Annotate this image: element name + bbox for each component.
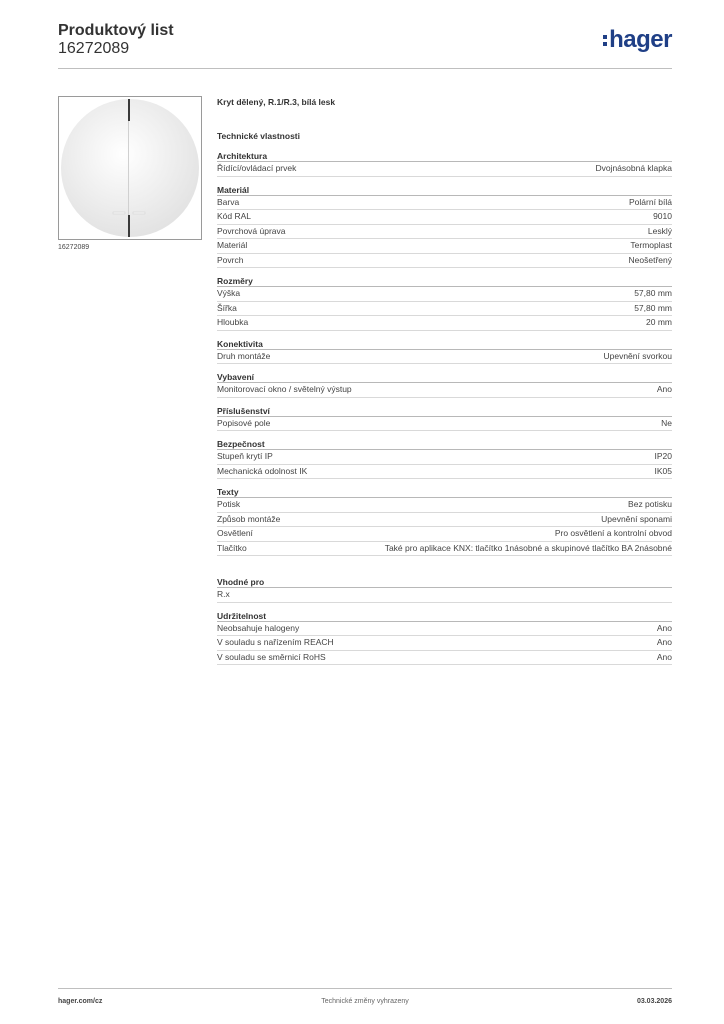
led-window-right: [133, 212, 145, 214]
property-row: [217, 316, 672, 331]
property-value: 9010: [653, 211, 672, 221]
split-line-top: [128, 99, 130, 121]
group-title: Bezpečnost: [217, 438, 672, 450]
property-group: [217, 405, 672, 432]
property-group: [217, 486, 672, 556]
property-value: Upevnění sponami: [601, 513, 672, 524]
property-row: [217, 622, 672, 637]
property-row: [217, 210, 672, 225]
property-value: Bez potisku: [628, 499, 672, 509]
group-title: Architektura: [217, 150, 672, 162]
property-label: Popisové pole: [217, 417, 271, 428]
property-row: [217, 383, 672, 398]
property-group: [217, 371, 672, 398]
split-line-bottom: [128, 215, 130, 237]
hager-logo: [603, 28, 672, 52]
property-label: Mechanická odolnost IK: [217, 465, 308, 476]
property-row: [217, 287, 672, 302]
property-row: [217, 513, 672, 528]
product-image: [58, 96, 202, 240]
property-group: [217, 610, 672, 666]
property-value: IP20: [654, 451, 672, 461]
group-title: Vybavení: [217, 371, 672, 383]
property-row: [217, 254, 672, 269]
property-value: Ano: [656, 384, 672, 394]
footer-divider: [58, 988, 672, 989]
property-label: Povrchová úprava: [217, 225, 286, 236]
page-title: Produktový list: [58, 22, 174, 39]
property-group: [217, 275, 672, 331]
property-group: [217, 576, 672, 603]
property-value: Pro osvětlení a kontrolní obvod: [554, 528, 672, 538]
property-group: [217, 150, 672, 177]
product-image-illustration: [59, 97, 201, 239]
property-label: Neobsahuje halogeny: [217, 622, 300, 633]
property-label: R.x: [217, 589, 230, 599]
property-value: 57,80 mm: [634, 302, 672, 313]
property-label: Výška: [217, 288, 241, 298]
image-caption: 16272089: [58, 244, 90, 251]
property-value: Upevnění svorkou: [603, 350, 672, 361]
property-label: Způsob montáže: [217, 513, 281, 524]
group-title: Konektivita: [217, 338, 672, 350]
property-group: [217, 438, 672, 479]
property-label: Potisk: [217, 499, 241, 509]
property-group: [217, 184, 672, 269]
property-row: [217, 162, 672, 177]
property-label: V souladu se směrnicí RoHS: [217, 651, 326, 662]
group-title: Materiál: [217, 184, 672, 196]
property-value: Ano: [656, 651, 672, 662]
property-row: [217, 196, 672, 211]
property-label: Osvětlení: [217, 528, 253, 538]
property-label: Šířka: [217, 302, 237, 313]
property-value: IK05: [654, 465, 672, 476]
property-row: [217, 350, 672, 365]
property-row: [217, 542, 672, 557]
property-value: Termoplast: [630, 240, 672, 250]
led-window-left: [113, 212, 125, 214]
property-row: [217, 636, 672, 651]
property-value: Ne: [661, 417, 672, 428]
property-label: Monitorovací okno / světelný výstup: [217, 384, 352, 394]
page-header: [58, 22, 672, 68]
group-title: Texty: [217, 486, 672, 498]
header-divider: [58, 68, 672, 69]
property-value: Ano: [656, 622, 672, 633]
property-value: 20 mm: [646, 317, 672, 327]
property-label: Barva: [217, 196, 240, 207]
product-number: 16272089: [58, 40, 130, 57]
footer-notice: Technické změny vyhrazeny: [321, 998, 409, 1005]
group-title: Vhodné pro: [217, 576, 672, 588]
property-groups: [217, 150, 672, 665]
property-row: [217, 302, 672, 317]
property-label: V souladu s nařízením REACH: [217, 637, 334, 647]
property-row: [217, 651, 672, 666]
property-label: Stupeň krytí IP: [217, 451, 273, 461]
property-row: [217, 417, 672, 432]
property-row: [217, 239, 672, 254]
property-value: Neošetřený: [628, 254, 672, 265]
properties-content: [217, 96, 672, 672]
property-row: [217, 498, 672, 513]
property-label: Povrch: [217, 254, 244, 265]
property-label: Materiál: [217, 240, 248, 250]
property-row: [217, 450, 672, 465]
property-label: Řídící/ovládací prvek: [217, 163, 297, 173]
property-group: [217, 338, 672, 365]
property-value: Ano: [656, 637, 672, 647]
property-row: [217, 225, 672, 240]
property-value: Dvojnásobná klapka: [595, 163, 672, 173]
property-value: 57,80 mm: [634, 288, 672, 298]
property-label: Hloubka: [217, 317, 249, 327]
property-label: Druh montáže: [217, 350, 271, 361]
product-name: Kryt dělený, R.1/R.3, bílá lesk: [217, 97, 336, 107]
group-title: Udržitelnost: [217, 610, 672, 622]
property-row: [217, 527, 672, 542]
group-title: Příslušenství: [217, 405, 672, 417]
group-title: Rozměry: [217, 275, 672, 287]
property-row: [217, 465, 672, 480]
property-row: [217, 588, 672, 603]
logo-colon-icon: [603, 35, 607, 46]
property-value: Polární bílá: [629, 196, 672, 207]
footer-website: hager.com/cz: [58, 998, 103, 1005]
property-value: Lesklý: [647, 225, 672, 236]
logo-text: hager: [609, 26, 672, 53]
section-heading: Technické vlastnosti: [217, 131, 300, 141]
footer-date: 03.03.2026: [636, 998, 672, 1005]
property-label: Kód RAL: [217, 211, 252, 221]
property-label: Tlačítko: [217, 542, 247, 553]
property-value: Také pro aplikace KNX: tlačítko 1násobné a skupinové tlačítko BA 2násobné: [384, 542, 672, 553]
